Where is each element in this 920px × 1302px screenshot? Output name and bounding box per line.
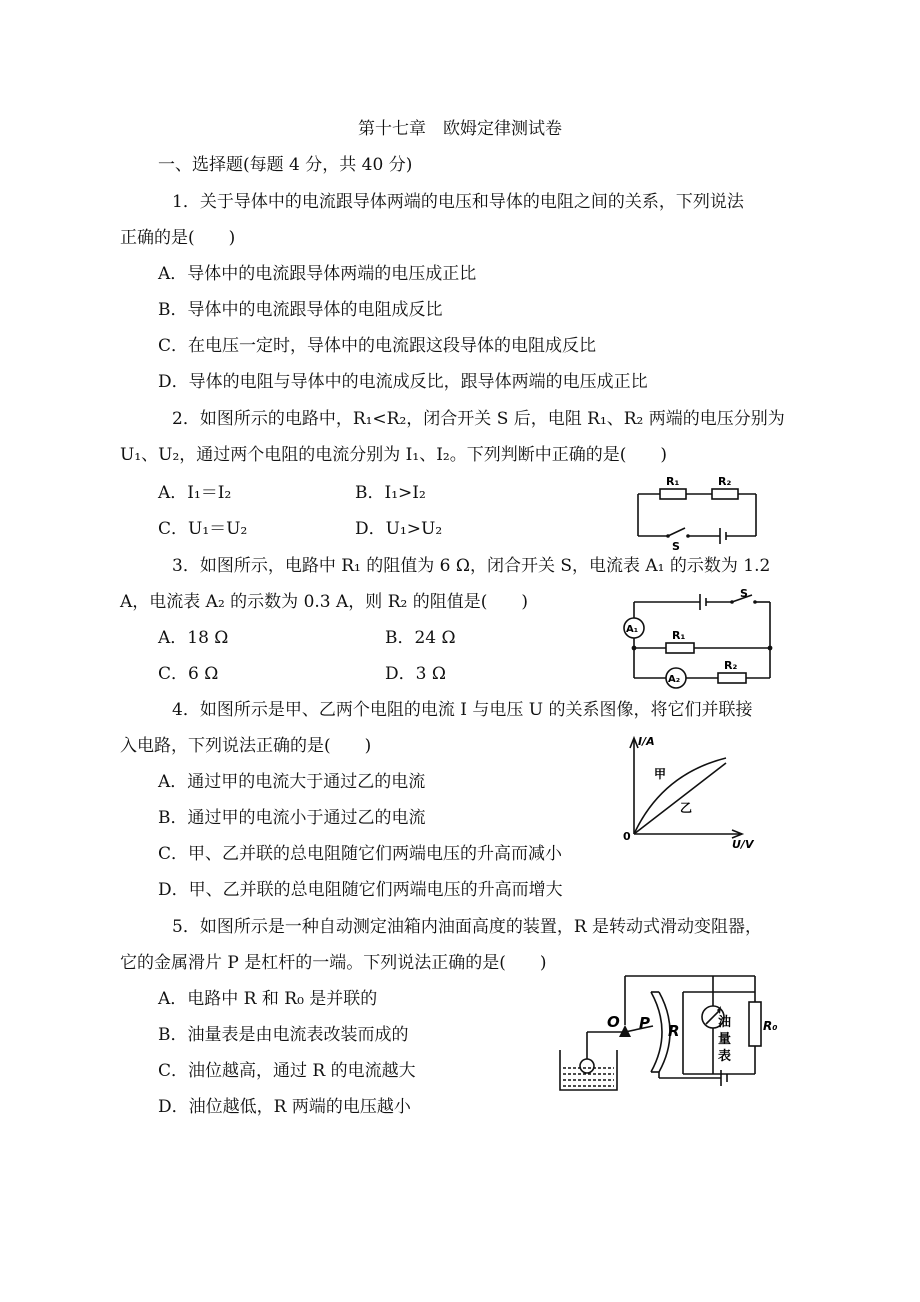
q4-fig-jia-label: 甲 — [654, 767, 667, 781]
section-heading: 一、选择题(每题 4 分，共 40 分) — [158, 155, 413, 175]
q3-fig-a2-label: A₂ — [668, 674, 681, 685]
q4-stem-line2: 入电路，下列说法正确的是( ) — [120, 736, 372, 756]
q5-fig-p-label: P — [639, 1014, 650, 1032]
q5-option-a: A．电路中 R 和 R₀ 是并联的 — [158, 989, 378, 1009]
q1-option-c: C．在电压一定时，导体中的电流跟这段导体的电阻成反比 — [158, 336, 597, 356]
q5-oil-gauge-figure — [555, 970, 780, 1095]
q4-stem-line1: 4．如图所示是甲、乙两个电阻的电流 I 与电压 U 的关系图像，将它们并联接 — [172, 700, 753, 720]
q2-fig-switch-label: S — [672, 540, 680, 552]
q1-option-d: D．导体的电阻与导体中的电流成反比，跟导体两端的电压成正比 — [158, 372, 648, 392]
q4-option-c: C．甲、乙并联的总电阻随它们两端电压的升高而减小 — [158, 844, 563, 864]
q5-option-d: D．油位越低，R 两端的电压越小 — [158, 1097, 411, 1117]
q2-option-d: D．U₁>U₂ — [355, 519, 443, 539]
q3-stem-line1: 3．如图所示，电路中 R₁ 的阻值为 6 Ω，闭合开关 S，电流表 A₁ 的示数为 1.2 — [172, 556, 771, 576]
q5-fig-r0-label: R₀ — [763, 1019, 778, 1033]
q3-fig-switch-label: S — [740, 588, 748, 600]
q4-option-b: B．通过甲的电流小于通过乙的电流 — [158, 808, 426, 828]
q5-stem-line1: 5．如图所示是一种自动测定油箱内油面高度的装置，R 是转动式滑动变阻器， — [172, 917, 763, 937]
q2-stem-line1: 2．如图所示的电路中，R₁<R₂，闭合开关 S 后，电阻 R₁、R₂ 两端的电压分别为 — [172, 409, 785, 429]
q3-circuit-figure — [620, 588, 780, 690]
q4-fig-ylabel: I/A — [638, 735, 655, 748]
q5-option-b: B．油量表是由电流表改装而成的 — [158, 1025, 409, 1045]
q4-fig-origin: 0 — [623, 830, 631, 843]
q2-option-c: C．U₁＝U₂ — [158, 519, 248, 539]
q3-fig-r1-label: R₁ — [672, 629, 686, 642]
q3-option-c: C．6 Ω — [158, 664, 219, 684]
q4-iu-graph-figure — [618, 730, 768, 852]
q3-option-a: A．18 Ω — [158, 628, 229, 648]
q4-option-a: A．通过甲的电流大于通过乙的电流 — [158, 772, 426, 792]
q3-option-b: B．24 Ω — [385, 628, 456, 648]
q5-fig-r-label: R — [668, 1022, 680, 1040]
q4-fig-yi-label: 乙 — [680, 801, 693, 815]
q5-stem-line2: 它的金属滑片 P 是杠杆的一端。下列说法正确的是( ) — [120, 953, 547, 973]
q1-stem-line2: 正确的是( ) — [120, 228, 236, 248]
q2-fig-r1-label: R₁ — [666, 475, 680, 488]
q3-option-d: D．3 Ω — [385, 664, 446, 684]
q3-stem-line2: A，电流表 A₂ 的示数为 0.3 A，则 R₂ 的阻值是( ) — [120, 592, 528, 612]
q4-fig-xlabel: U/V — [732, 838, 754, 851]
q1-option-b: B．导体中的电流跟导体的电阻成反比 — [158, 300, 443, 320]
q2-stem-line2: U₁、U₂，通过两个电阻的电流分别为 I₁、I₂。下列判断中正确的是( ) — [120, 445, 668, 465]
q5-fig-o-label: O — [607, 1013, 620, 1031]
q5-fig-meter-char2: 量 — [718, 1032, 732, 1047]
q2-fig-r2-label: R₂ — [718, 475, 732, 488]
q5-fig-meter-char1: 油 — [718, 1015, 732, 1030]
q2-option-b: B．I₁>I₂ — [355, 483, 426, 503]
page-title: 第十七章 欧姆定律测试卷 — [358, 119, 562, 139]
q1-stem-line1: 1．关于导体中的电流跟导体两端的电压和导体的电阻之间的关系，下列说法 — [172, 192, 744, 212]
q3-fig-r2-label: R₂ — [724, 659, 738, 672]
q4-option-d: D．甲、乙并联的总电阻随它们两端电压的升高而增大 — [158, 880, 563, 900]
q5-fig-meter-char3: 表 — [718, 1049, 732, 1064]
q2-circuit-figure — [630, 472, 765, 552]
q5-option-c: C．油位越高，通过 R 的电流越大 — [158, 1061, 416, 1081]
q3-fig-a1-label: A₁ — [626, 624, 639, 635]
q2-option-a: A．I₁＝I₂ — [158, 483, 232, 503]
q1-option-a: A．导体中的电流跟导体两端的电压成正比 — [158, 264, 477, 284]
